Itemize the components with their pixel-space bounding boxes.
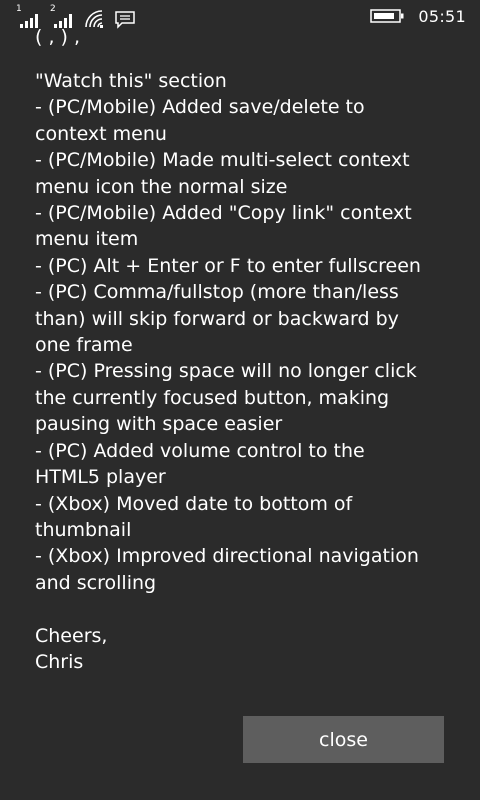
status-time: 05:51 <box>418 6 466 26</box>
message-line: the currently focused button, making <box>35 386 390 409</box>
message-line: - (PC/Mobile) Added "Copy link" context <box>35 202 412 225</box>
message-line: - (Xbox) Improved directional navigation <box>35 545 419 568</box>
message-line: - (PC) Pressing space will no longer click <box>35 360 417 383</box>
message-line: "Watch this" section <box>35 70 227 92</box>
message-line: menu item <box>35 228 139 251</box>
message-line: Chris <box>35 650 84 673</box>
message-line: pausing with space easier <box>35 413 283 436</box>
message-body[interactable] <box>35 26 455 700</box>
message-line: context menu <box>35 122 167 145</box>
message-line: thumbnail <box>35 518 132 541</box>
wifi-icon <box>84 10 106 28</box>
message-line: - (PC) Added volume control to the <box>35 439 365 462</box>
message-line: Cheers, <box>35 624 108 647</box>
message-line: menu icon the normal size <box>35 175 288 198</box>
message-line: than) will skip forward or backward by <box>35 307 399 330</box>
message-icon <box>114 10 136 28</box>
message-text <box>35 68 455 675</box>
message-line: - (PC/Mobile) Added save/delete to <box>35 96 365 119</box>
message-line: - (Xbox) Moved date to bottom of <box>35 492 353 515</box>
status-bar-right <box>370 3 466 29</box>
sim1-label: 1 <box>16 4 22 14</box>
close-button[interactable]: close <box>243 716 444 763</box>
message-line <box>35 596 455 622</box>
message-line: - (PC) Alt + Enter or F to enter fullscreen <box>35 254 421 277</box>
sim2-label: 2 <box>50 4 56 14</box>
message-line: HTML5 player <box>35 466 166 489</box>
battery-icon <box>370 9 404 23</box>
message-line: one frame <box>35 334 133 357</box>
message-line: - (PC/Mobile) Made multi-select context <box>35 149 410 172</box>
partial-top-line: ( , ) , <box>35 26 81 48</box>
message-line: - (PC) Comma/fullstop (more than/less <box>35 281 399 304</box>
message-line: and scrolling <box>35 571 157 594</box>
